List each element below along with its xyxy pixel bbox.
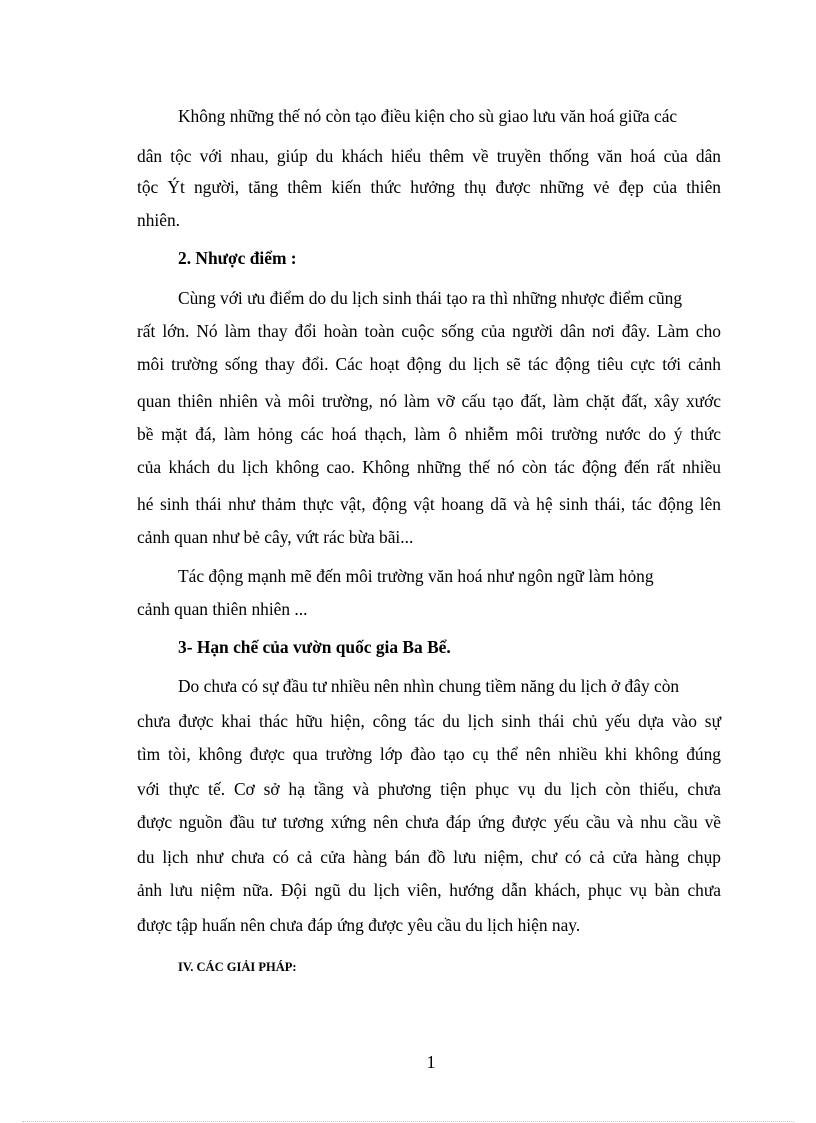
paragraph-4-line-4: với thực tế. Cơ sở hạ tầng và phương tiện phục vụ du lịch còn thiếu, chưa: [137, 779, 721, 799]
paragraph-1-line-3: tộc Ýt người, tăng thêm kiến thức hưởng thụ được những vẻ đẹp của thiên: [137, 177, 721, 197]
paragraph-4-line-7: ảnh lưu niệm nữa. Đội ngũ du lịch viên, hướng dẫn khách, phục vụ bàn chưa: [137, 880, 721, 900]
paragraph-3-line-1: Tác động mạnh mẽ đến môi trường văn hoá như ngôn ngữ làm hỏng: [178, 566, 654, 586]
section-heading-nhuoc-diem: 2. Nhược điểm :: [178, 248, 297, 268]
section-heading-han-che: 3- Hạn chế của vườn quốc gia Ba Bể.: [178, 637, 451, 657]
paragraph-2-line-6: của khách du lịch không cao. Không những thế nó còn tác động đến rất nhiều: [137, 457, 721, 477]
paragraph-2-line-3: môi trường sống thay đổi. Các hoạt động du lịch sẽ tác động tiêu cực tới cảnh: [137, 354, 721, 374]
paragraph-4-line-1: Do chưa có sự đầu tư nhiều nên nhìn chung tiềm năng du lịch ở đây còn: [178, 676, 680, 696]
paragraph-4-line-2: chưa được khai thác hữu hiện, công tác du lịch sinh thái chủ yếu dựa vào sự: [137, 711, 721, 731]
paragraph-4-line-5: được nguồn đầu tư tương xứng nên chưa đáp ứng được yếu cầu và nhu cầu về: [137, 812, 721, 832]
paragraph-2-line-7: hé sinh thái như thảm thực vật, động vật hoang dã và hệ sinh thái, tác động lên: [137, 494, 721, 514]
page-number: 1: [426, 1052, 436, 1072]
paragraph-2-line-1: Cùng với ưu điểm do du lịch sinh thái tạo ra thì những nhược điểm cũng: [178, 288, 683, 308]
paragraph-1-line-1: Không những thế nó còn tạo điều kiện cho sù giao lưu văn hoá giữa các: [178, 106, 678, 126]
paragraph-2-line-5: bề mặt đá, làm hỏng các hoá thạch, làm ô nhiễm môi trường nước do ý thức: [137, 424, 721, 444]
paragraph-3-line-2: cảnh quan thiên nhiên ...: [137, 599, 308, 619]
paragraph-4-line-8: được tập huấn nên chưa đáp ứng được yêu cầu du lịch hiện nay.: [137, 915, 581, 935]
paragraph-4-line-3: tìm tòi, không được qua trường lớp đào tạo cụ thể nên nhiều khi không đúng: [137, 744, 721, 764]
paragraph-2-line-4: quan thiên nhiên và môi trường, nó làm vỡ cấu tạo đất, làm chặt đất, xây xước: [137, 391, 721, 411]
paragraph-1-line-4: nhiên.: [137, 210, 180, 230]
paragraph-4-line-6: du lịch như chưa có cả cửa hàng bán đồ lưu niệm, chư có cả cửa hàng chụp: [137, 847, 721, 867]
paragraph-2-line-8: cảnh quan như bẻ cây, vứt rác bừa bãi...: [137, 527, 414, 547]
page-bottom-divider: [22, 1121, 794, 1122]
section-heading-giai-phap: IV. CÁC GIẢI PHÁP:: [178, 960, 297, 974]
paragraph-2-line-2: rất lớn. Nó làm thay đổi hoàn toàn cuộc sống của người dân nơi đây. Làm cho: [137, 321, 721, 341]
paragraph-1-line-2: dân tộc với nhau, giúp du khách hiểu thêm về truyền thống văn hoá của dân: [137, 146, 721, 166]
